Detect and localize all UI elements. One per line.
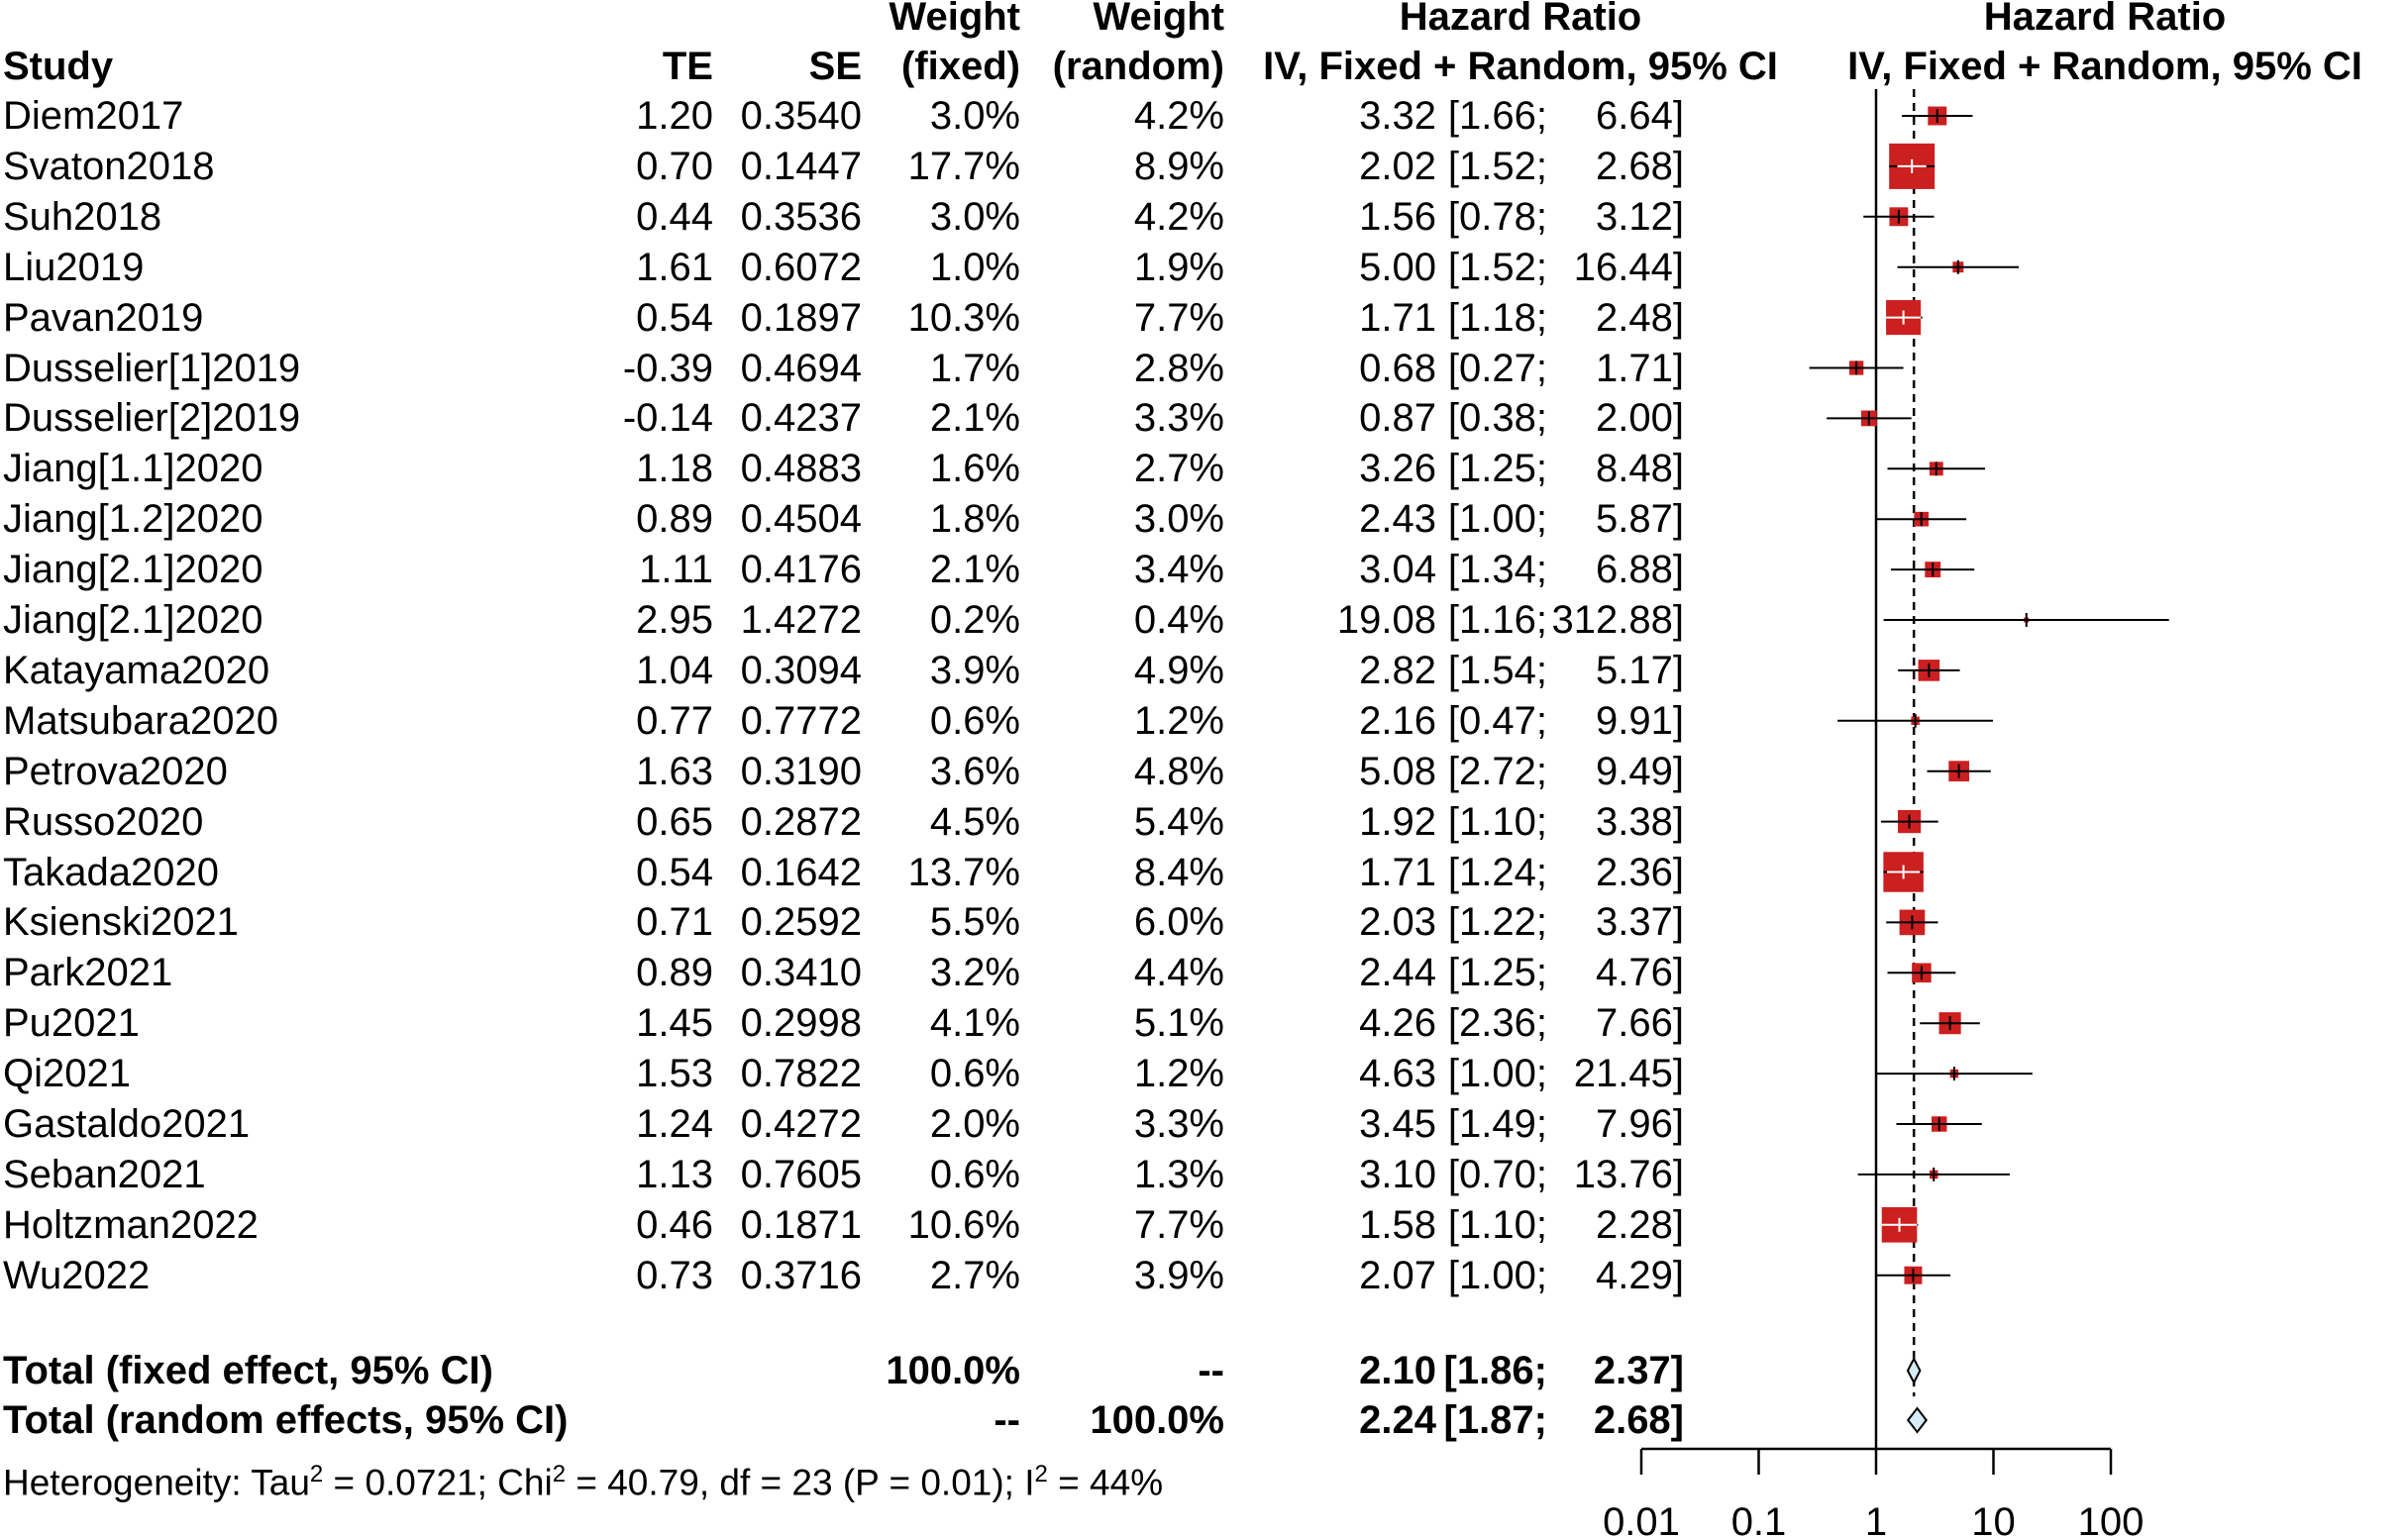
- se-value: 0.2998: [740, 1001, 862, 1046]
- study-name: Dusselier[1]2019: [3, 346, 301, 390]
- te-value: 1.13: [636, 1152, 713, 1196]
- study-name: Pavan2019: [3, 295, 204, 340]
- te-value: 0.65: [636, 799, 713, 844]
- ci-lower-value: [1.18;: [1447, 295, 1547, 340]
- hazard-ratio-value: 2.07: [1359, 1253, 1436, 1297]
- ci-lower-value: [1.24;: [1447, 850, 1547, 894]
- hazard-ratio-value: 2.44: [1359, 951, 1436, 995]
- te-value: 1.20: [636, 94, 713, 138]
- te-value: 0.44: [636, 194, 713, 239]
- study-name: Russo2020: [3, 799, 204, 844]
- ci-lower-value: [1.52;: [1447, 144, 1547, 188]
- te-value: 0.70: [636, 144, 713, 188]
- te-value: 1.53: [636, 1052, 713, 1096]
- weight-random-value: 4.2%: [1133, 94, 1224, 138]
- hazard-ratio-value: 2.82: [1359, 648, 1436, 692]
- ci-upper-value: 9.49]: [1596, 749, 1684, 793]
- plot-header-hazard-ratio-line1: Hazard Ratio: [1983, 0, 2227, 39]
- se-value: 0.1642: [740, 850, 862, 894]
- total-label: Total (fixed effect, 95% CI): [3, 1349, 493, 1392]
- ci-upper-value: 5.17]: [1596, 648, 1684, 692]
- study-name: Park2021: [3, 951, 173, 995]
- weight-fixed-value: 2.0%: [929, 1102, 1020, 1146]
- se-value: 0.3716: [740, 1253, 862, 1297]
- header-weight-fixed-line2: (fixed): [901, 45, 1020, 88]
- se-value: 0.1871: [740, 1202, 862, 1247]
- weight-random-value: 3.3%: [1133, 1102, 1224, 1146]
- ci-upper-value: 8.48]: [1596, 447, 1684, 491]
- ci-upper-value: 6.64]: [1596, 94, 1684, 138]
- te-value: 0.54: [636, 295, 713, 340]
- weight-fixed-value: 10.3%: [907, 295, 1020, 340]
- weight-fixed-value: 0.6%: [929, 1052, 1020, 1096]
- se-value: 0.4883: [740, 447, 862, 491]
- te-value: 0.77: [636, 698, 713, 743]
- header-hazard-ratio-line1: Hazard Ratio: [1399, 0, 1642, 39]
- weight-random-value: 1.2%: [1133, 1052, 1224, 1096]
- hazard-ratio-value: 5.00: [1359, 245, 1436, 289]
- total-hazard-ratio: 2.24: [1359, 1398, 1436, 1442]
- se-value: 0.3410: [740, 951, 862, 995]
- study-name: Seban2021: [3, 1152, 206, 1196]
- weight-random-value: 8.9%: [1133, 144, 1224, 188]
- x-axis-tick-label: 0.1: [1730, 1500, 1787, 1538]
- ci-lower-value: [1.16;: [1447, 598, 1547, 642]
- te-value: -0.14: [622, 396, 713, 441]
- weight-random-value: 2.7%: [1133, 447, 1224, 491]
- study-name: Katayama2020: [3, 648, 270, 692]
- total-ci-upper: 2.37]: [1593, 1349, 1684, 1392]
- study-name: Suh2018: [3, 194, 162, 239]
- x-axis-tick-label: 0.01: [1603, 1500, 1680, 1538]
- weight-fixed-value: 3.2%: [929, 951, 1020, 995]
- weight-fixed-value: 0.6%: [929, 698, 1020, 743]
- ci-lower-value: [0.27;: [1447, 346, 1547, 390]
- weight-random-value: 1.9%: [1133, 245, 1224, 289]
- hazard-ratio-value: 2.03: [1359, 900, 1436, 945]
- header-study: Study: [3, 45, 114, 88]
- ci-upper-value: 2.48]: [1596, 295, 1684, 340]
- ci-lower-value: [1.25;: [1447, 447, 1547, 491]
- hazard-ratio-value: 3.04: [1359, 548, 1436, 592]
- hazard-ratio-value: 3.32: [1359, 94, 1436, 138]
- hazard-ratio-value: 0.87: [1359, 396, 1436, 441]
- ci-upper-value: 312.88]: [1551, 598, 1684, 642]
- hazard-ratio-value: 1.58: [1359, 1202, 1436, 1247]
- ci-lower-value: [0.78;: [1447, 194, 1547, 239]
- se-value: 0.7822: [740, 1052, 862, 1096]
- weight-fixed-value: 4.5%: [929, 799, 1020, 844]
- se-value: 0.4237: [740, 396, 862, 441]
- ci-lower-value: [1.22;: [1447, 900, 1547, 945]
- study-name: Holtzman2022: [3, 1202, 259, 1247]
- se-value: 0.3540: [740, 94, 862, 138]
- ci-upper-value: 4.76]: [1596, 951, 1684, 995]
- hazard-ratio-value: 2.02: [1359, 144, 1436, 188]
- ci-upper-value: 9.91]: [1596, 698, 1684, 743]
- weight-fixed-value: 2.7%: [929, 1253, 1020, 1297]
- hazard-ratio-value: 3.26: [1359, 447, 1436, 491]
- se-value: 0.3190: [740, 749, 862, 793]
- te-value: 0.54: [636, 850, 713, 894]
- ci-upper-value: 21.45]: [1573, 1052, 1684, 1096]
- header-weight-random-line1: Weight: [1093, 0, 1224, 39]
- hazard-ratio-value: 2.43: [1359, 497, 1436, 542]
- weight-random-value: 1.3%: [1133, 1152, 1224, 1196]
- study-name: Jiang[1.1]2020: [3, 447, 263, 491]
- hazard-ratio-value: 0.68: [1359, 346, 1436, 390]
- ci-upper-value: 3.37]: [1596, 900, 1684, 945]
- total-weight-fixed: --: [994, 1398, 1020, 1442]
- total-weight-random: 100.0%: [1090, 1398, 1224, 1442]
- te-value: 1.61: [636, 245, 713, 289]
- weight-fixed-value: 1.7%: [929, 346, 1020, 390]
- hazard-ratio-value: 1.92: [1359, 799, 1436, 844]
- weight-fixed-value: 3.0%: [929, 194, 1020, 239]
- ci-lower-value: [0.70;: [1447, 1152, 1547, 1196]
- se-value: 0.2872: [740, 799, 862, 844]
- x-axis-tick-label: 100: [2077, 1500, 2145, 1538]
- te-value: 1.04: [636, 648, 713, 692]
- ci-upper-value: 16.44]: [1573, 245, 1684, 289]
- study-name: Wu2022: [3, 1253, 151, 1297]
- weight-random-value: 3.4%: [1133, 548, 1224, 592]
- weight-fixed-value: 5.5%: [929, 900, 1020, 945]
- study-name: Svaton2018: [3, 144, 215, 188]
- total-ci-lower: [1.86;: [1443, 1349, 1547, 1392]
- total-hazard-ratio: 2.10: [1359, 1349, 1436, 1392]
- weight-random-value: 2.8%: [1133, 346, 1224, 390]
- ci-lower-value: [1.10;: [1447, 1202, 1547, 1247]
- te-value: 2.95: [636, 598, 713, 642]
- study-name: Diem2017: [3, 94, 184, 138]
- se-value: 0.4504: [740, 497, 862, 542]
- hazard-ratio-value: 2.16: [1359, 698, 1436, 743]
- se-value: 0.6072: [740, 245, 862, 289]
- weight-fixed-value: 3.9%: [929, 648, 1020, 692]
- study-name: Jiang[2.1]2020: [3, 598, 263, 642]
- heterogeneity-sup-2: 2: [552, 1461, 567, 1487]
- total-ci-lower: [1.87;: [1443, 1398, 1547, 1442]
- study-name: Petrova2020: [3, 749, 228, 793]
- se-value: 0.7605: [740, 1152, 862, 1196]
- ci-upper-value: 2.00]: [1596, 396, 1684, 441]
- te-value: 0.89: [636, 497, 713, 542]
- te-value: 1.24: [636, 1102, 713, 1146]
- weight-random-value: 1.2%: [1133, 698, 1224, 743]
- weight-fixed-value: 17.7%: [907, 144, 1020, 188]
- study-name: Gastaldo2021: [3, 1102, 251, 1146]
- weight-fixed-value: 2.1%: [929, 548, 1020, 592]
- te-value: 1.11: [639, 548, 713, 592]
- ci-lower-value: [1.00;: [1447, 1253, 1547, 1297]
- ci-lower-value: [1.00;: [1447, 497, 1547, 542]
- heterogeneity-part-4: = 44%: [1047, 1462, 1164, 1503]
- weight-random-value: 5.1%: [1133, 1001, 1224, 1046]
- total-ci-upper: 2.68]: [1593, 1398, 1684, 1442]
- heterogeneity-sup-1: 2: [309, 1461, 324, 1487]
- heterogeneity-part-1: Heterogeneity: Tau: [3, 1462, 310, 1503]
- hazard-ratio-value: 4.26: [1359, 1001, 1436, 1046]
- weight-fixed-value: 1.8%: [929, 497, 1020, 542]
- weight-random-value: 8.4%: [1133, 850, 1224, 894]
- weight-random-value: 4.8%: [1133, 749, 1224, 793]
- te-value: 0.73: [636, 1253, 713, 1297]
- ci-lower-value: [0.38;: [1447, 396, 1547, 441]
- se-value: 0.1897: [740, 295, 862, 340]
- hazard-ratio-value: 19.08: [1336, 598, 1436, 642]
- te-value: -0.39: [622, 346, 713, 390]
- hazard-ratio-value: 3.45: [1359, 1102, 1436, 1146]
- hazard-ratio-value: 5.08: [1359, 749, 1436, 793]
- ci-lower-value: [1.34;: [1447, 548, 1547, 592]
- ci-upper-value: 4.29]: [1596, 1253, 1684, 1297]
- ci-upper-value: 6.88]: [1596, 548, 1684, 592]
- te-value: 1.45: [636, 1001, 713, 1046]
- se-value: 0.3094: [740, 648, 862, 692]
- weight-fixed-value: 10.6%: [907, 1202, 1020, 1247]
- ci-lower-value: [1.25;: [1447, 951, 1547, 995]
- se-value: 1.4272: [740, 598, 862, 642]
- study-name: Dusselier[2]2019: [3, 396, 301, 441]
- ci-lower-value: [1.52;: [1447, 245, 1547, 289]
- header-hazard-ratio-line2: IV, Fixed + Random, 95% CI: [1263, 45, 1778, 88]
- study-name: Ksienski2021: [3, 900, 239, 945]
- weight-fixed-value: 1.0%: [929, 245, 1020, 289]
- ci-lower-value: [1.66;: [1447, 94, 1547, 138]
- hazard-ratio-value: 1.71: [1359, 850, 1436, 894]
- header-weight-random-line2: (random): [1052, 45, 1224, 88]
- ci-upper-value: 1.71]: [1596, 346, 1684, 390]
- x-axis-tick-label: 10: [1971, 1500, 2016, 1538]
- ci-lower-value: [2.36;: [1447, 1001, 1547, 1046]
- ci-lower-value: [1.00;: [1447, 1052, 1547, 1096]
- ci-upper-value: 7.96]: [1596, 1102, 1684, 1146]
- ci-upper-value: 13.76]: [1573, 1152, 1684, 1196]
- total-label: Total (random effects, 95% CI): [3, 1398, 569, 1442]
- header-te: TE: [662, 45, 713, 88]
- weight-random-value: 4.9%: [1133, 648, 1224, 692]
- summary-diamond: [1908, 1408, 1927, 1432]
- hazard-ratio-value: 1.71: [1359, 295, 1436, 340]
- ci-upper-value: 2.68]: [1596, 144, 1684, 188]
- weight-random-value: 6.0%: [1133, 900, 1224, 945]
- weight-fixed-value: 4.1%: [929, 1001, 1020, 1046]
- ci-lower-value: [2.72;: [1447, 749, 1547, 793]
- se-value: 0.4176: [740, 548, 862, 592]
- study-name: Matsubara2020: [3, 698, 278, 743]
- se-value: 0.1447: [740, 144, 862, 188]
- weight-fixed-value: 0.6%: [929, 1152, 1020, 1196]
- ci-lower-value: [1.54;: [1447, 648, 1547, 692]
- te-value: 0.46: [636, 1202, 713, 1247]
- plot-header-hazard-ratio-line2: IV, Fixed + Random, 95% CI: [1847, 45, 2362, 88]
- ci-lower-value: [1.49;: [1447, 1102, 1547, 1146]
- weight-random-value: 3.3%: [1133, 396, 1224, 441]
- weight-random-value: 4.4%: [1133, 951, 1224, 995]
- ci-lower-value: [1.10;: [1447, 799, 1547, 844]
- ci-upper-value: 3.12]: [1596, 194, 1684, 239]
- heterogeneity-part-2: = 0.0721; Chi: [323, 1462, 553, 1503]
- study-name: Jiang[2.1]2020: [3, 548, 263, 592]
- header-weight-fixed-line1: Weight: [889, 0, 1020, 39]
- weight-fixed-value: 0.2%: [929, 598, 1020, 642]
- heterogeneity-sup-3: 2: [1034, 1461, 1048, 1487]
- se-value: 0.2592: [740, 900, 862, 945]
- weight-random-value: 3.9%: [1133, 1253, 1224, 1297]
- hazard-ratio-value: 1.56: [1359, 194, 1436, 239]
- weight-fixed-value: 3.6%: [929, 749, 1020, 793]
- study-name: Qi2021: [3, 1052, 131, 1096]
- total-weight-random: --: [1198, 1349, 1224, 1392]
- te-value: 1.63: [636, 749, 713, 793]
- ci-upper-value: 7.66]: [1596, 1001, 1684, 1046]
- total-weight-fixed: 100.0%: [886, 1349, 1020, 1392]
- hazard-ratio-value: 4.63: [1359, 1052, 1436, 1096]
- weight-random-value: 4.2%: [1133, 194, 1224, 239]
- x-axis-tick-label: 1: [1864, 1500, 1888, 1538]
- ci-upper-value: 2.36]: [1596, 850, 1684, 894]
- ci-lower-value: [0.47;: [1447, 698, 1547, 743]
- study-name: Takada2020: [3, 850, 219, 894]
- te-value: 0.89: [636, 951, 713, 995]
- te-value: 0.71: [636, 900, 713, 945]
- se-value: 0.4694: [740, 346, 862, 390]
- se-value: 0.3536: [740, 194, 862, 239]
- summary-diamond: [1908, 1359, 1920, 1383]
- study-name: Pu2021: [3, 1001, 140, 1046]
- ci-upper-value: 2.28]: [1596, 1202, 1684, 1247]
- weight-fixed-value: 2.1%: [929, 396, 1020, 441]
- study-name: Liu2019: [3, 245, 145, 289]
- weight-random-value: 0.4%: [1133, 598, 1224, 642]
- header-se: SE: [808, 45, 862, 88]
- weight-fixed-value: 1.6%: [929, 447, 1020, 491]
- weight-random-value: 7.7%: [1133, 295, 1224, 340]
- te-value: 1.18: [636, 447, 713, 491]
- weight-random-value: 3.0%: [1133, 497, 1224, 542]
- weight-fixed-value: 13.7%: [907, 850, 1020, 894]
- hazard-ratio-value: 3.10: [1359, 1152, 1436, 1196]
- heterogeneity-part-3: = 40.79, df = 23 (P = 0.01); I: [566, 1462, 1035, 1503]
- weight-random-value: 7.7%: [1133, 1202, 1224, 1247]
- weight-fixed-value: 3.0%: [929, 94, 1020, 138]
- se-value: 0.4272: [740, 1102, 862, 1146]
- weight-random-value: 5.4%: [1133, 799, 1224, 844]
- ci-upper-value: 3.38]: [1596, 799, 1684, 844]
- ci-upper-value: 5.87]: [1596, 497, 1684, 542]
- se-value: 0.7772: [740, 698, 862, 743]
- study-name: Jiang[1.2]2020: [3, 497, 263, 542]
